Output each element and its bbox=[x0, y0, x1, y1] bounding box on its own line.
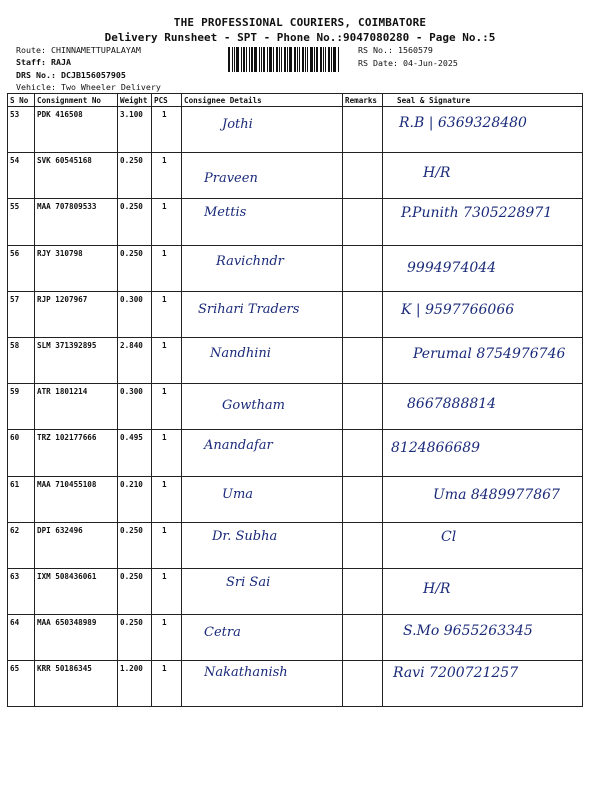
row-sno-cell: 56 bbox=[8, 245, 35, 291]
row-consignee-cell bbox=[182, 568, 343, 614]
table-row bbox=[8, 568, 583, 614]
row-remarks-cell bbox=[343, 568, 383, 614]
consignee-handwriting: Cetra bbox=[204, 625, 241, 641]
barcode-bar bbox=[232, 47, 233, 72]
row-sno-cell: 64 bbox=[8, 615, 35, 661]
row-signature-cell bbox=[383, 522, 583, 568]
row-consignment-no-cell: RJY 310798 bbox=[35, 245, 118, 291]
row-pcs-cell: 1 bbox=[152, 199, 182, 245]
row-signature-cell bbox=[383, 153, 583, 199]
row-pcs-cell: 1 bbox=[152, 245, 182, 291]
barcode-bar bbox=[328, 47, 330, 72]
barcode-bar bbox=[299, 47, 300, 72]
barcode-bar bbox=[281, 47, 282, 72]
barcode-bar bbox=[243, 47, 245, 72]
row-signature-cell bbox=[383, 615, 583, 661]
route-info bbox=[16, 44, 161, 94]
consignee-handwriting: Ravichndr bbox=[216, 253, 284, 269]
row-signature-cell bbox=[383, 291, 583, 337]
row-consignment-no-cell: IXM 508436061 bbox=[35, 568, 118, 614]
signature-handwriting: 9994974044 bbox=[407, 259, 497, 276]
row-pcs-cell: 1 bbox=[152, 291, 182, 337]
row-consignment-no-cell: SVK 60545168 bbox=[35, 153, 118, 199]
col-header-signature: Seal & Signature bbox=[383, 94, 583, 107]
route-label: Route: CHINNAMETTUPALAYAM bbox=[16, 45, 141, 55]
row-sno-cell: 60 bbox=[8, 430, 35, 476]
row-weight-cell: 0.495 bbox=[118, 430, 152, 476]
row-remarks-cell bbox=[343, 476, 383, 522]
row-pcs-cell: 1 bbox=[152, 476, 182, 522]
barcode-bar bbox=[333, 47, 336, 72]
signature-handwriting: Uma 8489977867 bbox=[433, 486, 560, 503]
row-consignee-cell bbox=[182, 522, 343, 568]
row-pcs-cell: 1 bbox=[152, 337, 182, 383]
barcode-bar bbox=[307, 47, 308, 72]
runsheet-subtitle: Delivery Runsheet - SPT - Phone No.:9047080280 - Page No.:5 bbox=[104, 31, 496, 44]
barcode-bar bbox=[251, 47, 253, 72]
col-header-pcs: PCS bbox=[152, 94, 182, 107]
row-signature-cell bbox=[383, 107, 583, 153]
row-signature-cell bbox=[383, 337, 583, 383]
table-row bbox=[8, 384, 583, 430]
barcode-bar bbox=[331, 47, 332, 72]
barcode-bar bbox=[297, 47, 298, 72]
consignee-handwriting: Srihari Traders bbox=[198, 301, 300, 317]
barcode-bar bbox=[246, 47, 247, 72]
row-consignee-cell bbox=[182, 615, 343, 661]
row-remarks-cell bbox=[343, 107, 383, 153]
barcode-bar bbox=[325, 47, 326, 72]
barcode-bar bbox=[338, 47, 339, 72]
row-weight-cell: 3.100 bbox=[118, 107, 152, 153]
table-row bbox=[8, 107, 583, 153]
barcode-bar bbox=[323, 47, 324, 72]
row-remarks-cell bbox=[343, 199, 383, 245]
row-sno-cell: 57 bbox=[8, 291, 35, 337]
table-row bbox=[8, 153, 583, 199]
consignee-handwriting: Mettis bbox=[204, 205, 247, 221]
barcode-bar bbox=[276, 47, 278, 72]
row-signature-cell bbox=[383, 384, 583, 430]
row-remarks-cell bbox=[343, 615, 383, 661]
row-weight-cell: 0.250 bbox=[118, 568, 152, 614]
barcode-bar bbox=[241, 47, 242, 72]
row-consignee-cell bbox=[182, 476, 343, 522]
row-pcs-cell: 1 bbox=[152, 522, 182, 568]
col-header-sno: S No bbox=[8, 94, 35, 107]
row-sno-cell: 53 bbox=[8, 107, 35, 153]
table-row bbox=[8, 615, 583, 661]
col-header-consignee: Consignee Details bbox=[182, 94, 343, 107]
row-remarks-cell bbox=[343, 430, 383, 476]
barcode-bar bbox=[320, 47, 322, 72]
barcode-bar bbox=[302, 47, 304, 72]
row-weight-cell: 0.250 bbox=[118, 245, 152, 291]
row-signature-cell bbox=[383, 476, 583, 522]
row-remarks-cell bbox=[343, 153, 383, 199]
row-consignee-cell bbox=[182, 153, 343, 199]
col-header-weight: Weight bbox=[118, 94, 152, 107]
col-header-remarks: Remarks bbox=[343, 94, 383, 107]
barcode-bar bbox=[314, 47, 315, 72]
row-pcs-cell: 1 bbox=[152, 107, 182, 153]
col-header-consignment: Consignment No bbox=[35, 94, 118, 107]
row-sno-cell: 61 bbox=[8, 476, 35, 522]
table-row bbox=[8, 337, 583, 383]
table-row bbox=[8, 522, 583, 568]
row-consignment-no-cell: PDK 416508 bbox=[35, 107, 118, 153]
signature-handwriting: 8124866689 bbox=[391, 440, 481, 457]
table-header-row bbox=[8, 94, 583, 107]
consignee-handwriting: Anandafar bbox=[204, 438, 273, 454]
rs-info bbox=[358, 44, 458, 71]
row-signature-cell bbox=[383, 199, 583, 245]
row-consignee-cell bbox=[182, 107, 343, 153]
company-title: THE PROFESSIONAL COURIERS, COIMBATORE bbox=[173, 16, 427, 29]
signature-handwriting: H/R bbox=[423, 580, 451, 597]
consignee-handwriting: Nakathanish bbox=[204, 665, 288, 681]
consignee-handwriting: Sri Sai bbox=[226, 574, 271, 590]
row-weight-cell: 0.300 bbox=[118, 384, 152, 430]
barcode-bar bbox=[273, 47, 274, 72]
barcode-bar bbox=[261, 47, 262, 72]
signature-handwriting: Cl bbox=[441, 528, 457, 545]
table-row bbox=[8, 245, 583, 291]
barcode-bar bbox=[316, 47, 318, 72]
consignee-handwriting: Uma bbox=[222, 486, 254, 502]
barcode-bar bbox=[228, 47, 230, 72]
delivery-table bbox=[7, 93, 583, 707]
row-remarks-cell bbox=[343, 384, 383, 430]
signature-handwriting: H/R bbox=[423, 165, 451, 182]
barcode-bar bbox=[294, 47, 296, 72]
row-sno-cell: 59 bbox=[8, 384, 35, 430]
row-sno-cell: 54 bbox=[8, 153, 35, 199]
row-pcs-cell: 1 bbox=[152, 430, 182, 476]
row-weight-cell: 0.250 bbox=[118, 615, 152, 661]
row-consignee-cell bbox=[182, 430, 343, 476]
row-consignment-no-cell: KRR 50186345 bbox=[35, 661, 118, 707]
row-weight-cell: 0.250 bbox=[118, 522, 152, 568]
barcode-bar bbox=[310, 47, 313, 72]
row-consignment-no-cell: TRZ 102177666 bbox=[35, 430, 118, 476]
signature-handwriting: 8667888814 bbox=[407, 396, 497, 413]
row-remarks-cell bbox=[343, 661, 383, 707]
consignee-handwriting: Praveen bbox=[204, 171, 258, 187]
row-signature-cell bbox=[383, 430, 583, 476]
consignee-handwriting: Gowtham bbox=[222, 398, 286, 414]
consignee-handwriting: Nandhini bbox=[210, 345, 271, 361]
signature-handwriting: R.B | 6369328480 bbox=[399, 115, 527, 131]
row-consignee-cell bbox=[182, 384, 343, 430]
staff-label: Staff: RAJA bbox=[16, 57, 71, 68]
row-signature-cell bbox=[383, 568, 583, 614]
row-sno-cell: 55 bbox=[8, 199, 35, 245]
row-consignee-cell bbox=[182, 291, 343, 337]
barcode-bar bbox=[267, 47, 268, 72]
table-row bbox=[8, 661, 583, 707]
row-consignment-no-cell: SLM 371392895 bbox=[35, 337, 118, 383]
drs-number: DRS No.: DCJB156057905 bbox=[16, 69, 126, 80]
table-row bbox=[8, 199, 583, 245]
row-consignee-cell bbox=[182, 661, 343, 707]
barcode-bar bbox=[249, 47, 250, 72]
consignee-handwriting: Jothi bbox=[222, 117, 253, 132]
row-signature-cell bbox=[383, 661, 583, 707]
row-remarks-cell bbox=[343, 337, 383, 383]
barcode-bar bbox=[269, 47, 272, 72]
row-consignment-no-cell: MAA 710455108 bbox=[35, 476, 118, 522]
row-pcs-cell: 1 bbox=[152, 661, 182, 707]
row-weight-cell: 1.200 bbox=[118, 661, 152, 707]
vehicle-label: Vehicle: Two Wheeler Delivery bbox=[16, 82, 161, 93]
signature-handwriting: S.Mo 9655263345 bbox=[403, 623, 533, 640]
row-consignment-no-cell: MAA 707809533 bbox=[35, 199, 118, 245]
row-weight-cell: 2.840 bbox=[118, 337, 152, 383]
row-pcs-cell: 1 bbox=[152, 615, 182, 661]
row-sno-cell: 62 bbox=[8, 522, 35, 568]
row-consignment-no-cell: MAA 650348989 bbox=[35, 615, 118, 661]
row-pcs-cell: 1 bbox=[152, 153, 182, 199]
row-pcs-cell: 1 bbox=[152, 384, 182, 430]
row-consignment-no-cell: DPI 632496 bbox=[35, 522, 118, 568]
row-weight-cell: 0.300 bbox=[118, 291, 152, 337]
barcode-bar bbox=[305, 47, 306, 72]
table-row bbox=[8, 291, 583, 337]
barcode-bar bbox=[279, 47, 280, 72]
table-row bbox=[8, 430, 583, 476]
signature-handwriting: K | 9597766066 bbox=[401, 301, 515, 318]
row-weight-cell: 0.250 bbox=[118, 199, 152, 245]
table-row bbox=[8, 476, 583, 522]
signature-handwriting: Perumal 8754976746 bbox=[413, 345, 566, 362]
row-consignee-cell bbox=[182, 199, 343, 245]
row-remarks-cell bbox=[343, 245, 383, 291]
row-sno-cell: 63 bbox=[8, 568, 35, 614]
row-sno-cell: 58 bbox=[8, 337, 35, 383]
row-sno-cell: 65 bbox=[8, 661, 35, 707]
signature-handwriting: P.Punith 7305228971 bbox=[401, 205, 553, 222]
signature-handwriting: Ravi 7200721257 bbox=[393, 665, 519, 682]
row-remarks-cell bbox=[343, 522, 383, 568]
rs-number: RS No.: 1560579 bbox=[358, 45, 433, 55]
row-consignee-cell bbox=[182, 337, 343, 383]
barcode-bar bbox=[236, 47, 239, 72]
barcode-bar bbox=[259, 47, 260, 72]
row-pcs-cell: 1 bbox=[152, 568, 182, 614]
barcode-bar bbox=[263, 47, 265, 72]
row-signature-cell bbox=[383, 245, 583, 291]
row-weight-cell: 0.210 bbox=[118, 476, 152, 522]
barcode-bar bbox=[289, 47, 292, 72]
barcode-image bbox=[228, 47, 350, 72]
row-consignment-no-cell: RJP 1207967 bbox=[35, 291, 118, 337]
rs-date: RS Date: 04-Jun-2025 bbox=[358, 58, 458, 69]
barcode-bar bbox=[254, 47, 257, 72]
row-consignee-cell bbox=[182, 245, 343, 291]
row-remarks-cell bbox=[343, 291, 383, 337]
barcode-bar bbox=[284, 47, 286, 72]
consignee-handwriting: Dr. Subha bbox=[212, 528, 278, 544]
row-consignment-no-cell: ATR 1801214 bbox=[35, 384, 118, 430]
barcode-bar bbox=[287, 47, 288, 72]
barcode-bar bbox=[234, 47, 235, 72]
row-weight-cell: 0.250 bbox=[118, 153, 152, 199]
